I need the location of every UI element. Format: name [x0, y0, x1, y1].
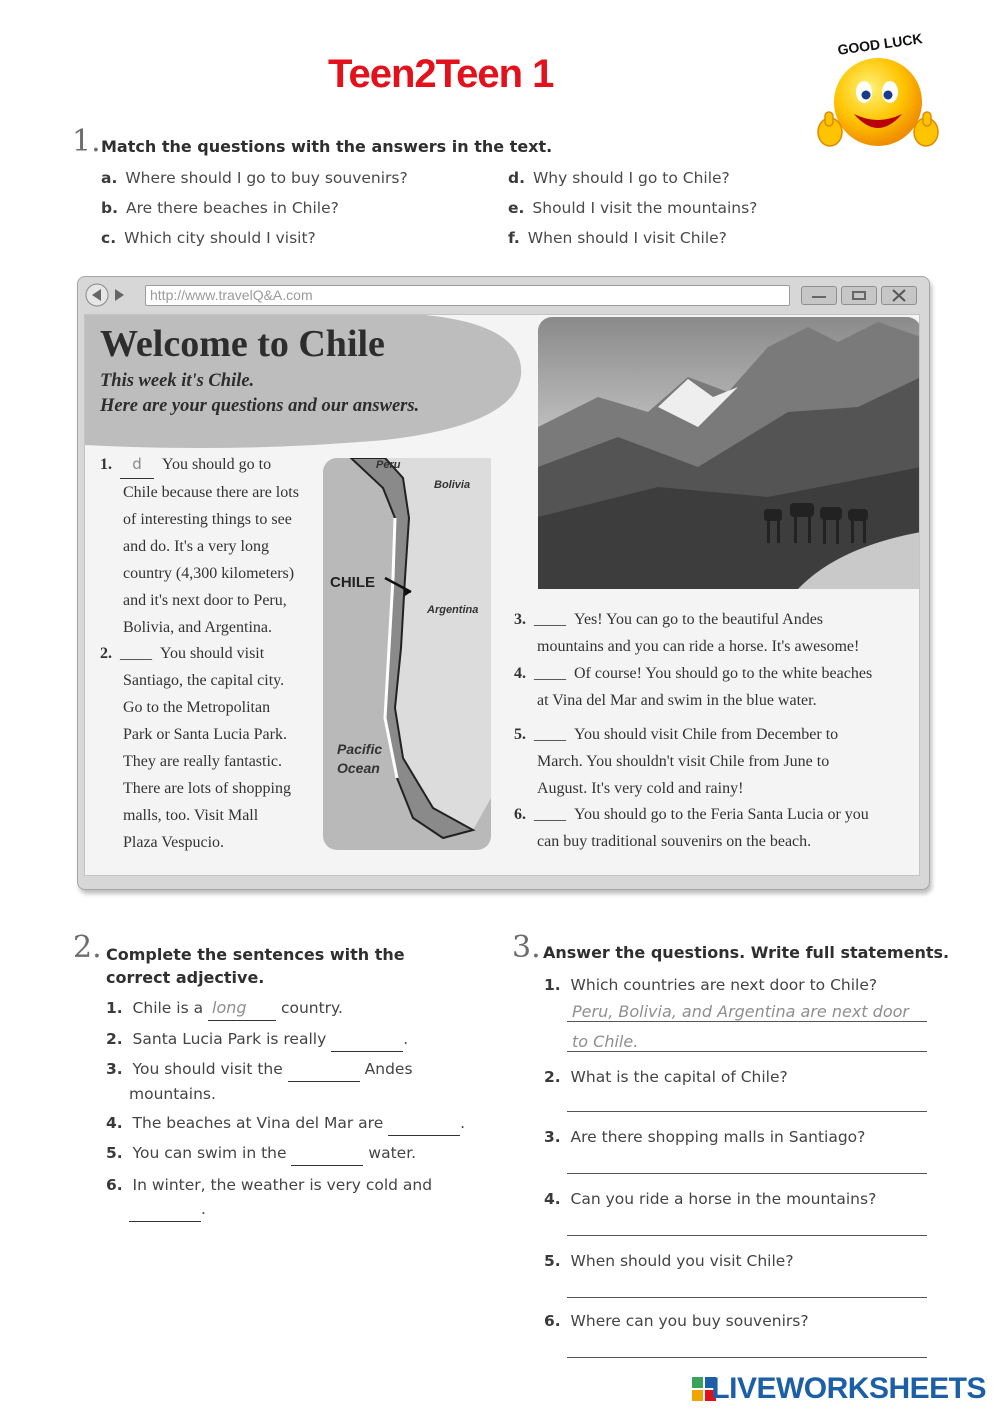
ex3-answer-1-line-1[interactable]: Peru, Bolivia, and Argentina are next door [572, 1002, 909, 1021]
ex3-instruction: Answer the questions. Write full statements. [543, 943, 950, 962]
item-text: country. [280, 999, 343, 1017]
map-label-chile: CHILE [330, 574, 375, 591]
question-text: What is the capital of Chile? [570, 1068, 788, 1086]
item-number: 5. [106, 1144, 123, 1162]
answer-field[interactable] [129, 1197, 201, 1222]
item-text: Andes [364, 1060, 413, 1078]
ex3-item-4 [544, 1187, 876, 1211]
ex2-item-1 [106, 996, 343, 1021]
article-paragraph-5 [514, 721, 914, 802]
ex1-question-b [101, 199, 339, 217]
article-paragraph-6 [514, 801, 914, 855]
item-number: 2. [544, 1068, 561, 1086]
paragraph-number: 1. [100, 456, 112, 473]
item-text: You can swim in the [132, 1144, 287, 1162]
item-number: 4. [106, 1114, 123, 1132]
paragraph-line: Park or Santa Lucia Park. [123, 726, 287, 743]
answer-field[interactable] [567, 1111, 927, 1112]
answer-line [567, 1021, 927, 1022]
url-bar[interactable]: http://www.travelQ&A.com [145, 285, 790, 306]
answer-field[interactable] [567, 1357, 927, 1358]
article-paragraph-3 [514, 606, 914, 660]
item-number: 1. [544, 976, 561, 994]
answer-field[interactable] [567, 1173, 927, 1174]
map-label-bolivia: Bolivia [434, 479, 471, 491]
paragraph-number: 6. [514, 806, 526, 823]
ex3-item-5 [544, 1249, 794, 1273]
paragraph-line: of interesting things to see [123, 511, 292, 528]
item-number: 1. [106, 999, 123, 1017]
item-text: In winter, the weather is very cold and [132, 1176, 433, 1194]
ex2-item-5 [106, 1141, 416, 1166]
page-title: Teen2Teen 1 [328, 52, 554, 96]
article-paragraph-2 [100, 640, 320, 856]
question-text: Are there beaches in Chile? [125, 199, 339, 217]
maximize-button[interactable] [841, 286, 877, 305]
paragraph-line: and it's next door to Peru, [123, 592, 287, 609]
paragraph-line: Go to the Metropolitan [123, 699, 271, 716]
ex1-question-a [101, 169, 408, 187]
instruction-line: correct adjective. [106, 968, 265, 987]
item-text: The beaches at Vina del Mar are [132, 1114, 384, 1132]
paragraph-line: You should go to the Feria Santa Lucia or you [574, 806, 869, 823]
paragraph-line: can buy traditional souvenirs on the beach. [537, 833, 812, 850]
answer-field[interactable] [288, 1057, 360, 1082]
browser-nav [84, 283, 136, 307]
question-text: Should I visit the mountains? [532, 199, 758, 217]
answer-field[interactable] [388, 1111, 460, 1136]
ex2-item-6 [106, 1173, 432, 1222]
paragraph-line: You should visit [160, 645, 265, 662]
good-luck-badge [816, 30, 940, 158]
paragraph-line: and do. It's a very long [123, 538, 269, 555]
question-text: Where should I go to buy souvenirs? [125, 169, 408, 187]
forward-icon [115, 289, 124, 301]
paragraph-number: 3. [514, 611, 526, 628]
answer-field[interactable] [567, 1297, 927, 1298]
ex2-number: 2. [73, 930, 102, 965]
chile-map [323, 458, 491, 850]
item-number: 4. [544, 1190, 561, 1208]
ex2-instruction [106, 943, 405, 989]
question-text: When should I visit Chile? [527, 229, 727, 247]
question-text: Are there shopping malls in Santiago? [570, 1128, 866, 1146]
question-letter: f. [508, 229, 520, 247]
answer-field[interactable]: d [120, 451, 154, 479]
answer-field[interactable]: ____ [534, 726, 566, 743]
answer-field[interactable]: ____ [534, 806, 566, 823]
question-text: Can you ride a horse in the mountains? [570, 1190, 877, 1208]
answer-field[interactable]: long [208, 996, 276, 1021]
question-text: When should you visit Chile? [570, 1252, 794, 1270]
question-letter: b. [101, 199, 118, 217]
subtitle-line-2: Here are your questions and our answers. [100, 396, 420, 416]
ex1-number: 1. [72, 124, 101, 159]
question-text: Where can you buy souvenirs? [570, 1312, 809, 1330]
andes-photo [538, 317, 920, 589]
paragraph-line: mountains and you can ride a horse. It's awesome! [537, 638, 860, 655]
ex3-item-3 [544, 1125, 865, 1149]
paragraph-number: 4. [514, 665, 526, 682]
ex3-number: 3. [512, 930, 541, 965]
ex3-answer-1-line-2[interactable]: to Chile. [572, 1032, 639, 1051]
question-text: Why should I go to Chile? [532, 169, 730, 187]
ex3-item-6 [544, 1309, 809, 1333]
subtitle-line-1: This week it's Chile. [100, 371, 255, 391]
item-text: Chile is a [132, 999, 204, 1017]
article-paragraph-4 [514, 660, 914, 714]
ex2-item-2 [106, 1027, 408, 1052]
article-subtitle [100, 369, 419, 419]
paragraph-line: Santiago, the capital city. [123, 672, 285, 689]
answer-field[interactable] [291, 1141, 363, 1166]
ex1-question-d [508, 169, 730, 187]
question-letter: e. [508, 199, 525, 217]
paragraph-line: Of course! You should go to the white beaches [574, 665, 873, 682]
map-label-peru: Peru [376, 459, 401, 471]
item-number: 6. [106, 1176, 123, 1194]
paragraph-line: You should go to [162, 456, 272, 473]
close-icon [882, 287, 916, 304]
answer-field[interactable] [567, 1235, 927, 1236]
item-number: 2. [106, 1030, 123, 1048]
answer-field[interactable] [331, 1027, 403, 1052]
paragraph-line: Bolivia, and Argentina. [123, 619, 273, 636]
answer-field[interactable]: ____ [534, 611, 566, 628]
ex1-question-e [508, 199, 757, 217]
close-button[interactable] [881, 286, 917, 305]
ex2-item-4 [106, 1111, 465, 1136]
item-text: You should visit the [132, 1060, 283, 1078]
item-text: water. [368, 1144, 417, 1162]
ex3-item-2 [544, 1065, 788, 1089]
map-label-ocean: Ocean [337, 760, 380, 776]
paragraph-line: Yes! You can go to the beautiful Andes [574, 611, 824, 628]
ex1-question-c [101, 229, 316, 247]
question-text: Which city should I visit? [124, 229, 316, 247]
paragraph-line: Chile because there are lots [123, 484, 299, 501]
good-luck-text: GOOD LUCK [836, 30, 924, 58]
item-number: 3. [106, 1060, 123, 1078]
item-text: . [201, 1200, 206, 1218]
paragraph-line: They are really fantastic. [123, 753, 283, 770]
item-number: 6. [544, 1312, 561, 1330]
paragraph-line: March. You shouldn't visit Chile from June to [537, 753, 830, 770]
article-heading: Welcome to Chile [100, 323, 385, 365]
paragraph-line: country (4,300 kilometers) [123, 565, 295, 582]
answer-field[interactable]: ____ [120, 645, 152, 662]
ex2-item-3 [106, 1057, 413, 1106]
item-number: 3. [544, 1128, 561, 1146]
paragraph-line: There are lots of shopping [123, 780, 291, 797]
paragraph-line: malls, too. Visit Mall [123, 807, 259, 824]
item-text: . [403, 1030, 409, 1048]
article-paragraph-1 [100, 451, 320, 641]
paragraph-line: August. It's very cold and rainy! [537, 780, 744, 797]
minimize-button[interactable] [801, 286, 837, 305]
paragraph-number: 5. [514, 726, 526, 743]
instruction-line: Complete the sentences with the [106, 945, 405, 964]
paragraph-number: 2. [100, 645, 112, 662]
question-letter: c. [101, 229, 117, 247]
map-label-argentina: Argentina [427, 604, 479, 616]
ex3-item-1 [544, 973, 877, 997]
paragraph-line: Plaza Vespucio. [123, 834, 225, 851]
item-number: 5. [544, 1252, 561, 1270]
question-text: Which countries are next door to Chile? [570, 976, 878, 994]
item-text: mountains. [129, 1085, 216, 1103]
ex1-question-f [508, 229, 727, 247]
question-letter: a. [101, 169, 118, 187]
map-label-pacific: Pacific [337, 741, 383, 757]
brand-name: LIVEWORKSHEETS [711, 1372, 986, 1405]
answer-field[interactable]: ____ [534, 665, 566, 682]
paragraph-line: at Vina del Mar and swim in the blue water. [537, 692, 817, 709]
paragraph-line: You should visit Chile from December to [574, 726, 839, 743]
answer-line [567, 1051, 927, 1052]
ex1-instruction: Match the questions with the answers in the text. [101, 137, 553, 156]
item-text: . [460, 1114, 466, 1132]
question-letter: d. [508, 169, 525, 187]
item-text: Santa Lucia Park is really [132, 1030, 327, 1048]
